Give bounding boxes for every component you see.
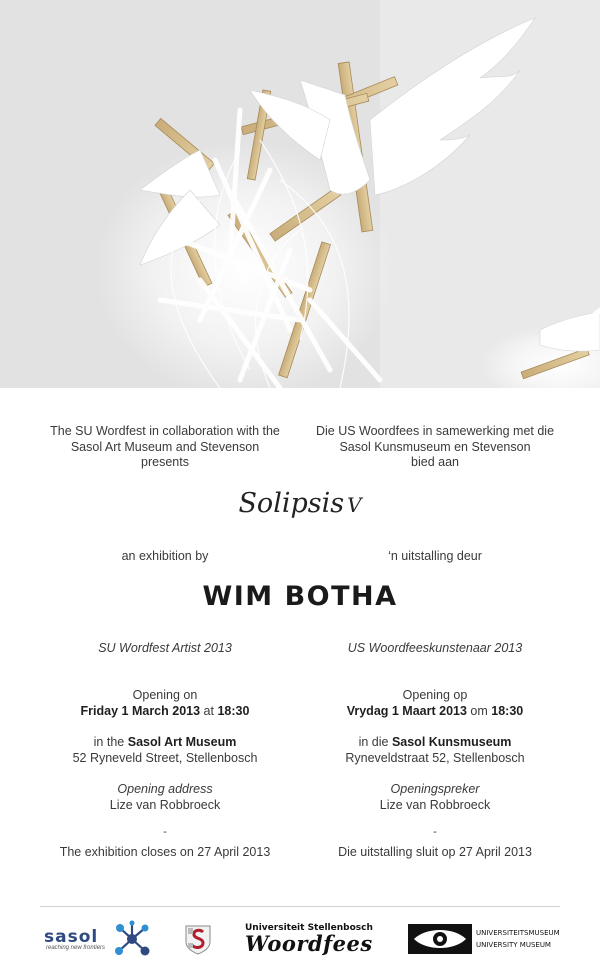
byline-en: an exhibition by [121,549,209,563]
opening-af [290,688,580,719]
molecule-icon [112,920,152,958]
opening-date: Vrydag 1 Maart 2013 [346,703,467,718]
sasol-logo-word: sasol [44,927,99,947]
footer-divider [40,906,560,907]
opening-at: om [470,703,488,718]
venue-address: 52 Ryneveld Street, Stellenbosch [72,750,258,765]
sasol-logo-tagline: reaching new frontiers [46,945,106,951]
venue-prefix: in die [358,735,389,749]
intro-line: presents [141,455,189,469]
opening-at: at [203,703,214,718]
sculpture-photo [0,0,600,388]
intro-line: Die US Woordfees in samewerking met die [315,424,555,438]
venue-address: Ryneveldstraat 52, Stellenbosch [345,750,525,765]
venue-af [290,735,580,766]
venue-name: Sasol Kunsmuseum [391,735,512,749]
opening-datetime [20,704,310,720]
venue-name: Sasol Art Museum [127,735,237,749]
artist-title-af: US Woordfeeskunstenaar 2013 [347,641,523,655]
opening-label: Opening on [132,688,198,702]
museum-logo-line1: UNIVERSITEITSMUSEUM [476,929,560,937]
venue-en [20,735,310,766]
speaker-name: Lize van Robbroeck [109,797,221,812]
artist-name: WIM BOTHA [202,581,398,612]
opening-date: Friday 1 March 2013 [80,703,201,718]
university-crest-icon [184,924,212,956]
intro-line: The SU Wordfest in collaboration with the [50,424,280,438]
woordfees-logo-line2: Woordfees [245,931,373,956]
speaker-label: Openingspreker [390,782,480,796]
venue-line [290,735,580,751]
opening-en [20,688,310,719]
opening-datetime [290,704,580,720]
intro-af [290,424,580,471]
speaker-en [20,782,310,813]
intro-line: Sasol Kunsmuseum en Stevenson [339,439,531,454]
closing-af: Die uitstalling sluit op 27 April 2013 [338,845,532,859]
artist-title-en: SU Wordfest Artist 2013 [98,641,232,655]
opening-time: 18:30 [491,703,524,718]
hero-image [0,0,600,388]
intro-line: Sasol Art Museum and Stevenson [70,439,260,454]
exhibition-title-text: Solipsis [238,488,345,519]
speaker-label: Opening address [117,782,213,796]
eye-logo-icon [408,924,472,954]
byline-af: ‘n uitstalling deur [388,549,482,563]
closing-en: The exhibition closes on 27 April 2013 [59,845,271,859]
venue-line [20,735,310,751]
opening-time: 18:30 [217,703,250,718]
separator-dash: - [433,826,437,838]
intro-line: bied aan [411,455,459,469]
venue-prefix: in the [93,735,125,749]
opening-label: Opening op [402,688,468,702]
intro-en [20,424,310,471]
exhibition-title [0,488,600,519]
separator-dash: - [163,826,167,838]
museum-logo-line2: UNIVERSITY MUSEUM [476,941,551,949]
speaker-af [290,782,580,813]
exhibition-title-suffix: V [347,493,362,517]
speaker-name: Lize van Robbroeck [379,797,491,812]
woordfees-logo-line1: Universiteit Stellenbosch [245,923,373,933]
